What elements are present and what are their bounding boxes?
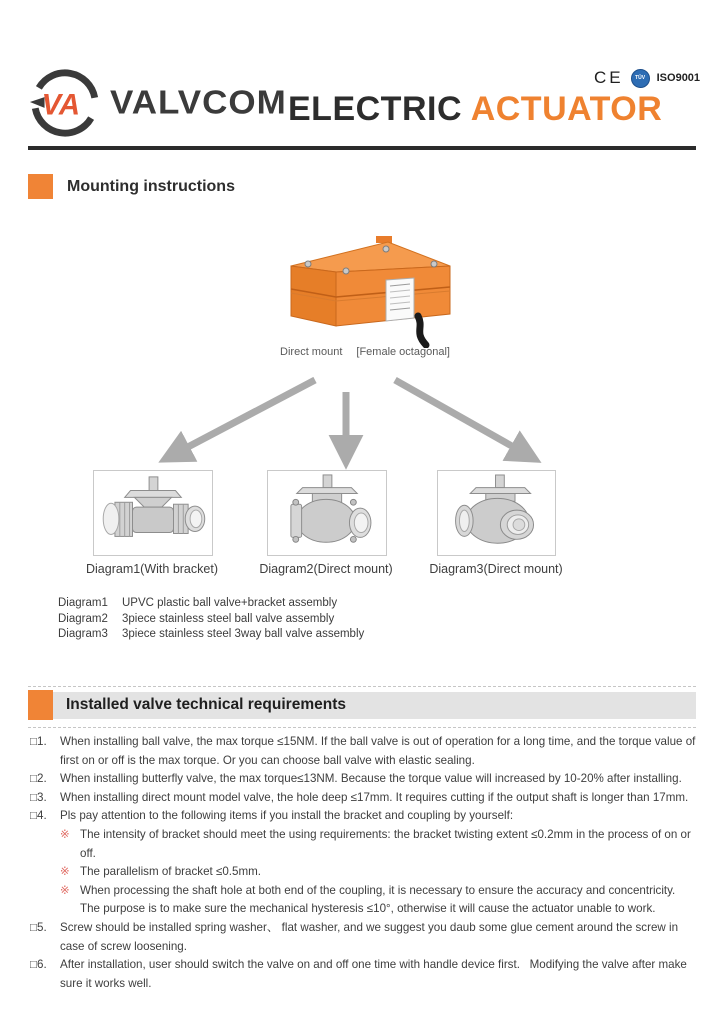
diagram-descriptions	[58, 596, 364, 643]
requirement-text: After installation, user should switch the valve on and off one time with handle device first. Modifying the valve after make sure it works well.	[60, 958, 691, 990]
actuator-caption-mount: Direct mount	[280, 346, 343, 358]
description-label: Diagram1	[58, 597, 108, 609]
diagram3-caption: Diagram3(Direct mount)	[429, 562, 563, 576]
description-label: Diagram3	[58, 628, 108, 640]
requirement-number: □3.	[30, 790, 47, 804]
ce-mark-icon: CE	[594, 68, 624, 87]
note-mark: ※	[60, 883, 70, 897]
note-mark: ※	[60, 865, 70, 879]
requirement-text: When installing ball valve, the max torque ≤15NM. If the ball valve is out of operation for a long time, and the torque value of first on or off is the max torque. Or you can choose ball valve with elastic sealing.	[60, 735, 699, 767]
brand-logo	[26, 64, 287, 142]
requirement-item-5	[30, 919, 698, 956]
logo-monogram: VA	[41, 89, 81, 122]
section-requirements-title: Installed valve technical requirements	[66, 696, 346, 713]
description-label: Diagram2	[58, 612, 108, 625]
description-text: 3piece stainless steel ball valve assembly	[122, 612, 335, 625]
page-title-actuator: ACTUATOR	[470, 90, 663, 128]
description-text: 3piece stainless steel 3way ball valve assembly	[122, 628, 365, 640]
note-item-2	[60, 863, 698, 882]
requirement-number: □5.	[30, 920, 47, 934]
diagram3-box	[437, 470, 556, 556]
actuator-caption	[250, 346, 480, 358]
dashed-divider-top	[28, 686, 696, 687]
page-title	[288, 90, 662, 129]
requirement-text: When installing direct mount model valve, the hole deep ≤17mm. It requires cutting if the output shaft is longer than 17mm.	[60, 790, 689, 804]
note-mark: ※	[60, 827, 70, 841]
diagram2-box	[267, 470, 387, 556]
header-divider	[28, 146, 696, 150]
tuv-badge-icon	[631, 69, 650, 88]
note-text: When processing the shaft hole at both end of the coupling, it is necessary to ensure the accuracy and concentricity. The purpose is to make sure the mechanical hysteresis ≤10°, otherwise it will cause the actuator unable to work.	[80, 883, 679, 916]
valve3-image	[439, 472, 554, 554]
diagram1-caption: Diagram1(With bracket)	[86, 562, 218, 576]
valve1-image	[95, 472, 211, 554]
requirement-text: Screw should be installed spring washer、 flat washer, and we suggest you daub some glue cement around the screw in case of screw loosening.	[60, 920, 682, 953]
requirement-item-2	[30, 770, 698, 789]
diagram2-caption: Diagram2(Direct mount)	[259, 562, 393, 576]
page-title-electric: ELECTRIC	[288, 90, 462, 128]
actuator-image	[266, 228, 458, 348]
diagram1-box	[93, 470, 213, 556]
requirements-list	[30, 733, 698, 993]
requirement-item-4	[30, 807, 698, 826]
note-item-1	[60, 826, 698, 863]
description-row	[58, 627, 364, 643]
description-row	[58, 596, 364, 612]
description-text: UPVC plastic ball valve+bracket assembly	[122, 597, 338, 609]
flow-arrows-icon	[85, 372, 640, 472]
requirement-number: □4.	[30, 809, 47, 823]
note-text: The parallelism of bracket ≤0.5mm.	[80, 865, 261, 879]
requirement-number: □6.	[30, 958, 47, 972]
iso9001-label: ISO9001	[656, 72, 701, 84]
logo-mark-icon	[26, 64, 104, 142]
requirement-number: □1.	[30, 735, 47, 748]
tuv-badge-label: TÜV	[635, 75, 646, 81]
section-mounting-header	[28, 174, 235, 199]
section-marker-square	[28, 690, 53, 720]
requirement-item-6	[30, 956, 698, 993]
note-text: The intensity of bracket should meet the using requirements: the bracket twisting extent ≤0.2mm in the process of on or off.	[80, 827, 695, 860]
certification-marks	[594, 68, 700, 88]
description-row	[58, 612, 364, 628]
requirement-item-1	[30, 733, 698, 770]
requirement-notes	[60, 826, 698, 919]
section-marker-square	[28, 174, 53, 199]
requirement-text: Pls pay attention to the following items if you install the bracket and coupling by yourself:	[60, 809, 514, 823]
section-mounting-title: Mounting instructions	[67, 177, 235, 195]
actuator-caption-shaft: [Female octagonal]	[356, 346, 450, 358]
requirement-item-3	[30, 789, 698, 808]
requirement-text: When installing butterfly valve, the max torque≤13NM. Because the torque value will increased by 10-20% after installing.	[60, 772, 682, 786]
requirement-number: □2.	[30, 772, 47, 786]
brand-wordmark: VALVCOM	[110, 83, 287, 122]
dashed-divider-bottom	[28, 727, 696, 728]
note-item-3	[60, 882, 698, 919]
valve2-image	[269, 472, 385, 554]
